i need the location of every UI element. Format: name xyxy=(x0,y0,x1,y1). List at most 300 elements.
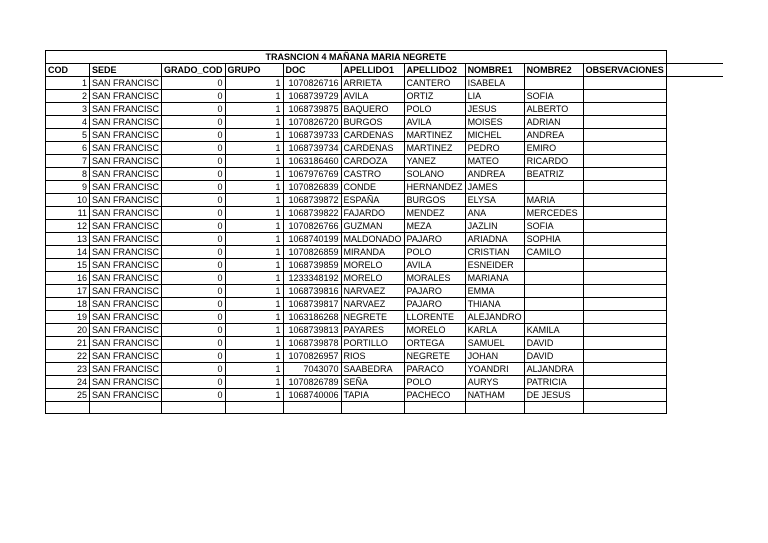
cell-observaciones[interactable] xyxy=(583,311,666,324)
cell-sede[interactable]: SAN FRANCISC xyxy=(90,363,162,376)
cell-sede[interactable]: SAN FRANCISC xyxy=(90,259,162,272)
cell-nombre1[interactable]: ALEJANDRO xyxy=(465,311,524,324)
cell-nombre2[interactable]: SOFIA xyxy=(524,220,583,233)
spacer-cell xyxy=(666,350,723,363)
cell-observaciones[interactable] xyxy=(583,389,666,402)
cell-grado-cod[interactable]: 0 xyxy=(162,389,226,402)
cell-cod[interactable]: 17 xyxy=(46,285,90,298)
cell-doc[interactable]: 1070826789 xyxy=(283,376,341,389)
cell-nombre1[interactable]: EMMA xyxy=(465,285,524,298)
cell-doc[interactable]: 1068739872 xyxy=(283,194,341,207)
header-apellido1[interactable]: APELLIDO1 xyxy=(341,64,404,77)
cell-sede[interactable]: SAN FRANCISC xyxy=(90,285,162,298)
cell-doc[interactable]: 1068739813 xyxy=(283,324,341,337)
cell-cod[interactable]: 24 xyxy=(46,376,90,389)
cell-sede[interactable]: SAN FRANCISC xyxy=(90,272,162,285)
cell-grado-cod[interactable]: 0 xyxy=(162,168,226,181)
cell-cod[interactable]: 5 xyxy=(46,129,90,142)
cell-cod[interactable]: 18 xyxy=(46,298,90,311)
cell-nombre2[interactable]: MERCEDES xyxy=(524,207,583,220)
cell-sede[interactable]: SAN FRANCISC xyxy=(90,298,162,311)
cell-grupo[interactable]: 1 xyxy=(225,337,283,350)
cell-doc[interactable]: 1070826839 xyxy=(283,181,341,194)
cell-apellido2[interactable]: PARACO xyxy=(404,363,465,376)
cell-observaciones[interactable] xyxy=(583,129,666,142)
cell-nombre2[interactable]: EMIRO xyxy=(524,142,583,155)
cell-observaciones[interactable] xyxy=(583,142,666,155)
cell-nombre2[interactable] xyxy=(524,311,583,324)
spacer-cell xyxy=(666,77,723,90)
cell-sede[interactable]: SAN FRANCISC xyxy=(90,324,162,337)
cell-grado-cod[interactable]: 0 xyxy=(162,298,226,311)
spacer-cell xyxy=(666,142,723,155)
header-grado-cod[interactable]: GRADO_COD xyxy=(162,64,226,77)
cell-grupo[interactable]: 1 xyxy=(225,233,283,246)
cell-apellido1[interactable]: CASTRO xyxy=(341,168,404,181)
cell-sede[interactable]: SAN FRANCISC xyxy=(90,207,162,220)
cell-cod[interactable]: 19 xyxy=(46,311,90,324)
cell-observaciones[interactable] xyxy=(583,116,666,129)
cell-nombre2[interactable] xyxy=(524,77,583,90)
cell-sede[interactable]: SAN FRANCISC xyxy=(90,129,162,142)
cell-nombre1[interactable]: THIANA xyxy=(465,298,524,311)
cell-apellido1[interactable]: NARVAEZ xyxy=(341,298,404,311)
cell-sede[interactable]: SAN FRANCISC xyxy=(90,194,162,207)
cell-grado-cod[interactable]: 0 xyxy=(162,233,226,246)
title-row xyxy=(46,51,724,64)
cell-sede[interactable]: SAN FRANCISC xyxy=(90,168,162,181)
header-sede[interactable]: SEDE xyxy=(90,64,162,77)
cell-apellido2[interactable]: POLO xyxy=(404,103,465,116)
header-grupo[interactable]: GRUPO xyxy=(225,64,283,77)
cell-doc[interactable]: 7043070 xyxy=(283,363,341,376)
cell-nombre2[interactable]: ADRIAN xyxy=(524,116,583,129)
cell-apellido2[interactable]: MORALES xyxy=(404,272,465,285)
cell-grado-cod[interactable]: 0 xyxy=(162,103,226,116)
cell-cod[interactable]: 10 xyxy=(46,194,90,207)
cell-grado-cod[interactable]: 0 xyxy=(162,116,226,129)
cell-grupo[interactable]: 1 xyxy=(225,220,283,233)
cell-grupo[interactable]: 1 xyxy=(225,207,283,220)
spacer-cell xyxy=(666,259,723,272)
cell-apellido2[interactable]: CANTERO xyxy=(404,77,465,90)
cell-observaciones[interactable] xyxy=(583,337,666,350)
cell-observaciones[interactable] xyxy=(583,285,666,298)
cell-nombre1[interactable]: JAZLIN xyxy=(465,220,524,233)
cell-doc[interactable]: 1070826720 xyxy=(283,116,341,129)
cell-nombre2[interactable]: SOFIA xyxy=(524,90,583,103)
cell-nombre2[interactable]: PATRICIA xyxy=(524,376,583,389)
cell-apellido1[interactable]: CONDE xyxy=(341,181,404,194)
cell-grupo[interactable]: 1 xyxy=(225,376,283,389)
empty-cell[interactable] xyxy=(46,402,90,414)
spacer-cell xyxy=(666,90,723,103)
cell-grupo[interactable]: 1 xyxy=(225,350,283,363)
cell-grupo[interactable]: 1 xyxy=(225,90,283,103)
cell-grado-cod[interactable]: 0 xyxy=(162,376,226,389)
cell-nombre2[interactable] xyxy=(524,259,583,272)
cell-cod[interactable]: 16 xyxy=(46,272,90,285)
cell-grado-cod[interactable]: 0 xyxy=(162,194,226,207)
cell-observaciones[interactable] xyxy=(583,77,666,90)
cell-apellido2[interactable]: POLO xyxy=(404,246,465,259)
cell-observaciones[interactable] xyxy=(583,376,666,389)
cell-nombre2[interactable]: BEATRIZ xyxy=(524,168,583,181)
table-row xyxy=(46,298,724,311)
cell-nombre1[interactable]: CRISTIAN xyxy=(465,246,524,259)
cell-doc[interactable]: 1070826859 xyxy=(283,246,341,259)
cell-apellido2[interactable]: PACHECO xyxy=(404,389,465,402)
cell-doc[interactable]: 1068739816 xyxy=(283,285,341,298)
cell-doc[interactable]: 1068739859 xyxy=(283,259,341,272)
table-row xyxy=(46,168,724,181)
cell-nombre1[interactable]: KARLA xyxy=(465,324,524,337)
cell-cod[interactable]: 25 xyxy=(46,389,90,402)
cell-apellido1[interactable]: PORTILLO xyxy=(341,337,404,350)
cell-apellido1[interactable]: SAABEDRA xyxy=(341,363,404,376)
header-row xyxy=(46,64,724,77)
cell-grupo[interactable]: 1 xyxy=(225,103,283,116)
cell-apellido1[interactable]: BAQUERO xyxy=(341,103,404,116)
cell-apellido2[interactable]: HERNANDEZ xyxy=(404,181,465,194)
table-row xyxy=(46,90,724,103)
cell-sede[interactable]: SAN FRANCISC xyxy=(90,116,162,129)
table-row xyxy=(46,272,724,285)
cell-nombre1[interactable]: YOANDRI xyxy=(465,363,524,376)
cell-grado-cod[interactable]: 0 xyxy=(162,350,226,363)
cell-cod[interactable]: 12 xyxy=(46,220,90,233)
cell-nombre1[interactable]: AURYS xyxy=(465,376,524,389)
cell-nombre2[interactable]: DAVID xyxy=(524,350,583,363)
header-extra-cell[interactable] xyxy=(666,64,723,77)
cell-nombre1[interactable]: JAMES xyxy=(465,181,524,194)
cell-apellido2[interactable]: BURGOS xyxy=(404,194,465,207)
empty-cell[interactable] xyxy=(283,402,341,414)
table-row xyxy=(46,233,724,246)
cell-grado-cod[interactable]: 0 xyxy=(162,142,226,155)
cell-grado-cod[interactable]: 0 xyxy=(162,77,226,90)
cell-apellido2[interactable]: MARTINEZ xyxy=(404,142,465,155)
cell-observaciones[interactable] xyxy=(583,259,666,272)
cell-nombre1[interactable]: JOHAN xyxy=(465,350,524,363)
cell-doc[interactable]: 1068739733 xyxy=(283,129,341,142)
cell-cod[interactable]: 22 xyxy=(46,350,90,363)
cell-grado-cod[interactable]: 0 xyxy=(162,272,226,285)
cell-observaciones[interactable] xyxy=(583,168,666,181)
cell-apellido2[interactable]: MENDEZ xyxy=(404,207,465,220)
cell-cod[interactable]: 9 xyxy=(46,181,90,194)
cell-observaciones[interactable] xyxy=(583,324,666,337)
cell-apellido2[interactable]: ORTEGA xyxy=(404,337,465,350)
cell-apellido1[interactable]: PAYARES xyxy=(341,324,404,337)
spacer-cell xyxy=(666,116,723,129)
cell-cod[interactable]: 1 xyxy=(46,77,90,90)
cell-apellido2[interactable]: ORTIZ xyxy=(404,90,465,103)
cell-doc[interactable]: 1063186460 xyxy=(283,155,341,168)
cell-cod[interactable]: 15 xyxy=(46,259,90,272)
header-cod[interactable]: COD xyxy=(46,64,90,77)
table-row xyxy=(46,259,724,272)
cell-grupo[interactable]: 1 xyxy=(225,168,283,181)
header-nombre1[interactable]: NOMBRE1 xyxy=(465,64,524,77)
cell-sede[interactable]: SAN FRANCISC xyxy=(90,220,162,233)
cell-nombre1[interactable]: JESUS xyxy=(465,103,524,116)
cell-apellido2[interactable]: LLORENTE xyxy=(404,311,465,324)
cell-nombre2[interactable]: SOPHIA xyxy=(524,233,583,246)
cell-grupo[interactable]: 1 xyxy=(225,194,283,207)
cell-apellido1[interactable]: ARRIETA xyxy=(341,77,404,90)
cell-nombre2[interactable]: ANDREA xyxy=(524,129,583,142)
spacer-cell xyxy=(666,103,723,116)
cell-sede[interactable]: SAN FRANCISC xyxy=(90,181,162,194)
table-row xyxy=(46,363,724,376)
cell-apellido1[interactable]: CARDOZA xyxy=(341,155,404,168)
cell-grado-cod[interactable]: 0 xyxy=(162,324,226,337)
table-body xyxy=(46,51,724,414)
cell-grupo[interactable]: 1 xyxy=(225,298,283,311)
cell-sede[interactable]: SAN FRANCISC xyxy=(90,389,162,402)
cell-apellido2[interactable]: MARTINEZ xyxy=(404,129,465,142)
cell-apellido1[interactable]: RIOS xyxy=(341,350,404,363)
cell-apellido1[interactable]: SEÑA xyxy=(341,376,404,389)
cell-cod[interactable]: 7 xyxy=(46,155,90,168)
cell-cod[interactable]: 23 xyxy=(46,363,90,376)
cell-apellido1[interactable]: ESPAÑA xyxy=(341,194,404,207)
cell-grado-cod[interactable]: 0 xyxy=(162,155,226,168)
cell-grado-cod[interactable]: 0 xyxy=(162,285,226,298)
cell-nombre1[interactable]: ELYSA xyxy=(465,194,524,207)
cell-apellido2[interactable]: MEZA xyxy=(404,220,465,233)
cell-nombre2[interactable] xyxy=(524,285,583,298)
cell-apellido1[interactable]: MORELO xyxy=(341,272,404,285)
cell-nombre2[interactable]: DAVID xyxy=(524,337,583,350)
spacer-cell xyxy=(666,272,723,285)
cell-doc[interactable]: 1068739875 xyxy=(283,103,341,116)
cell-apellido2[interactable]: SOLANO xyxy=(404,168,465,181)
cell-cod[interactable]: 3 xyxy=(46,103,90,116)
cell-doc[interactable]: 1070826716 xyxy=(283,77,341,90)
cell-observaciones[interactable] xyxy=(583,233,666,246)
cell-nombre1[interactable]: ISABELA xyxy=(465,77,524,90)
cell-cod[interactable]: 8 xyxy=(46,168,90,181)
cell-observaciones[interactable] xyxy=(583,155,666,168)
cell-grupo[interactable]: 1 xyxy=(225,155,283,168)
cell-nombre1[interactable]: SAMUEL xyxy=(465,337,524,350)
cell-doc[interactable]: 1067976769 xyxy=(283,168,341,181)
cell-doc[interactable]: 1068740006 xyxy=(283,389,341,402)
cell-observaciones[interactable] xyxy=(583,363,666,376)
table-row xyxy=(46,129,724,142)
empty-cell[interactable] xyxy=(524,402,583,414)
cell-nombre2[interactable]: KAMILA xyxy=(524,324,583,337)
cell-apellido2[interactable]: PAJARO xyxy=(404,298,465,311)
empty-cell[interactable] xyxy=(404,402,465,414)
cell-observaciones[interactable] xyxy=(583,272,666,285)
cell-sede[interactable]: SAN FRANCISC xyxy=(90,337,162,350)
cell-doc[interactable]: 1063186268 xyxy=(283,311,341,324)
cell-observaciones[interactable] xyxy=(583,220,666,233)
cell-apellido2[interactable]: AVILA xyxy=(404,259,465,272)
cell-nombre1[interactable]: ARIADNA xyxy=(465,233,524,246)
title-cell[interactable]: TRASNCION 4 MAÑANA MARIA NEGRETE xyxy=(46,51,667,64)
cell-apellido2[interactable]: NEGRETE xyxy=(404,350,465,363)
cell-sede[interactable]: SAN FRANCISC xyxy=(90,246,162,259)
cell-grado-cod[interactable]: 0 xyxy=(162,207,226,220)
cell-nombre1[interactable]: NATHAM xyxy=(465,389,524,402)
cell-doc[interactable]: 1068739734 xyxy=(283,142,341,155)
cell-nombre2[interactable]: ALBERTO xyxy=(524,103,583,116)
cell-nombre1[interactable]: MATEO xyxy=(465,155,524,168)
cell-cod[interactable]: 20 xyxy=(46,324,90,337)
cell-nombre1[interactable]: ESNEIDER xyxy=(465,259,524,272)
spacer-cell xyxy=(666,246,723,259)
cell-nombre2[interactable]: DE JESUS xyxy=(524,389,583,402)
cell-grupo[interactable]: 1 xyxy=(225,311,283,324)
cell-grupo[interactable]: 1 xyxy=(225,324,283,337)
cell-grupo[interactable]: 1 xyxy=(225,129,283,142)
cell-observaciones[interactable] xyxy=(583,298,666,311)
cell-apellido1[interactable]: MIRANDA xyxy=(341,246,404,259)
header-observaciones[interactable]: OBSERVACIONES xyxy=(583,64,666,77)
cell-doc[interactable]: 1068739817 xyxy=(283,298,341,311)
cell-grupo[interactable]: 1 xyxy=(225,285,283,298)
cell-grado-cod[interactable]: 0 xyxy=(162,311,226,324)
cell-observaciones[interactable] xyxy=(583,181,666,194)
empty-cell[interactable] xyxy=(465,402,524,414)
cell-apellido1[interactable]: AVILA xyxy=(341,90,404,103)
empty-cell[interactable] xyxy=(90,402,162,414)
cell-observaciones[interactable] xyxy=(583,194,666,207)
cell-doc[interactable]: 1068739878 xyxy=(283,337,341,350)
cell-doc[interactable]: 1068739822 xyxy=(283,207,341,220)
cell-apellido2[interactable]: POLO xyxy=(404,376,465,389)
cell-doc[interactable]: 1068740199 xyxy=(283,233,341,246)
cell-sede[interactable]: SAN FRANCISC xyxy=(90,90,162,103)
cell-grado-cod[interactable]: 0 xyxy=(162,363,226,376)
cell-apellido2[interactable]: YANEZ xyxy=(404,155,465,168)
cell-observaciones[interactable] xyxy=(583,103,666,116)
cell-apellido2[interactable]: MORELO xyxy=(404,324,465,337)
header-nombre2[interactable]: NOMBRE2 xyxy=(524,64,583,77)
cell-grado-cod[interactable]: 0 xyxy=(162,90,226,103)
cell-apellido1[interactable]: BURGOS xyxy=(341,116,404,129)
cell-grado-cod[interactable]: 0 xyxy=(162,246,226,259)
cell-cod[interactable]: 6 xyxy=(46,142,90,155)
cell-cod[interactable]: 21 xyxy=(46,337,90,350)
spacer-cell xyxy=(666,389,723,402)
cell-apellido1[interactable]: MALDONADO xyxy=(341,233,404,246)
cell-observaciones[interactable] xyxy=(583,350,666,363)
cell-apellido1[interactable]: MORELO xyxy=(341,259,404,272)
cell-sede[interactable]: SAN FRANCISC xyxy=(90,155,162,168)
empty-cell[interactable] xyxy=(583,402,666,414)
cell-grado-cod[interactable]: 0 xyxy=(162,337,226,350)
empty-cell[interactable] xyxy=(162,402,226,414)
cell-grupo[interactable]: 1 xyxy=(225,363,283,376)
empty-cell[interactable] xyxy=(341,402,404,414)
cell-grupo[interactable]: 1 xyxy=(225,389,283,402)
cell-nombre2[interactable]: RICARDO xyxy=(524,155,583,168)
cell-apellido1[interactable]: GUZMAN xyxy=(341,220,404,233)
cell-doc[interactable]: 1068739729 xyxy=(283,90,341,103)
spacer-cell xyxy=(666,363,723,376)
cell-grupo[interactable]: 1 xyxy=(225,77,283,90)
cell-cod[interactable]: 14 xyxy=(46,246,90,259)
cell-nombre2[interactable] xyxy=(524,272,583,285)
cell-nombre2[interactable] xyxy=(524,181,583,194)
cell-apellido1[interactable]: CARDENAS xyxy=(341,129,404,142)
cell-nombre1[interactable]: MARIANA xyxy=(465,272,524,285)
cell-cod[interactable]: 4 xyxy=(46,116,90,129)
spacer-cell xyxy=(666,194,723,207)
cell-grado-cod[interactable]: 0 xyxy=(162,220,226,233)
cell-apellido1[interactable]: NEGRETE xyxy=(341,311,404,324)
cell-nombre1[interactable]: MICHEL xyxy=(465,129,524,142)
cell-apellido1[interactable]: TAPIA xyxy=(341,389,404,402)
table-row xyxy=(46,311,724,324)
cell-sede[interactable]: SAN FRANCISC xyxy=(90,103,162,116)
cell-sede[interactable]: SAN FRANCISC xyxy=(90,311,162,324)
cell-apellido2[interactable]: AVILA xyxy=(404,116,465,129)
cell-cod[interactable]: 13 xyxy=(46,233,90,246)
empty-cell[interactable] xyxy=(225,402,283,414)
cell-nombre1[interactable]: MOISES xyxy=(465,116,524,129)
cell-grupo[interactable]: 1 xyxy=(225,181,283,194)
cell-nombre1[interactable]: ANA xyxy=(465,207,524,220)
spacer-cell xyxy=(666,298,723,311)
cell-nombre2[interactable]: MARIA xyxy=(524,194,583,207)
cell-apellido2[interactable]: PAJARO xyxy=(404,285,465,298)
cell-doc[interactable]: 1070826957 xyxy=(283,350,341,363)
cell-nombre2[interactable]: ALJANDRA xyxy=(524,363,583,376)
cell-grupo[interactable]: 1 xyxy=(225,272,283,285)
cell-observaciones[interactable] xyxy=(583,246,666,259)
cell-grupo[interactable]: 1 xyxy=(225,142,283,155)
cell-grupo[interactable]: 1 xyxy=(225,116,283,129)
table-row xyxy=(46,181,724,194)
cell-doc[interactable]: 1070826766 xyxy=(283,220,341,233)
header-apellido2[interactable]: APELLIDO2 xyxy=(404,64,465,77)
spacer-cell xyxy=(666,324,723,337)
cell-apellido1[interactable]: NARVAEZ xyxy=(341,285,404,298)
cell-sede[interactable]: SAN FRANCISC xyxy=(90,233,162,246)
cell-grupo[interactable]: 1 xyxy=(225,259,283,272)
cell-grado-cod[interactable]: 0 xyxy=(162,259,226,272)
cell-grado-cod[interactable]: 0 xyxy=(162,181,226,194)
cell-cod[interactable]: 11 xyxy=(46,207,90,220)
cell-sede[interactable]: SAN FRANCISC xyxy=(90,350,162,363)
cell-nombre2[interactable]: CAMILO xyxy=(524,246,583,259)
cell-nombre1[interactable]: ANDREA xyxy=(465,168,524,181)
cell-observaciones[interactable] xyxy=(583,207,666,220)
cell-nombre1[interactable]: PEDRO xyxy=(465,142,524,155)
table-row xyxy=(46,337,724,350)
cell-grado-cod[interactable]: 0 xyxy=(162,129,226,142)
cell-apellido2[interactable]: PAJARO xyxy=(404,233,465,246)
cell-nombre1[interactable]: LIA xyxy=(465,90,524,103)
cell-sede[interactable]: SAN FRANCISC xyxy=(90,142,162,155)
cell-sede[interactable]: SAN FRANCISC xyxy=(90,376,162,389)
cell-cod[interactable]: 2 xyxy=(46,90,90,103)
header-doc[interactable]: DOC xyxy=(283,64,341,77)
cell-grupo[interactable]: 1 xyxy=(225,246,283,259)
cell-sede[interactable]: SAN FRANCISC xyxy=(90,77,162,90)
cell-nombre2[interactable] xyxy=(524,298,583,311)
cell-observaciones[interactable] xyxy=(583,90,666,103)
cell-apellido1[interactable]: FAJARDO xyxy=(341,207,404,220)
cell-doc[interactable]: 1233348192 xyxy=(283,272,341,285)
cell-apellido1[interactable]: CARDENAS xyxy=(341,142,404,155)
